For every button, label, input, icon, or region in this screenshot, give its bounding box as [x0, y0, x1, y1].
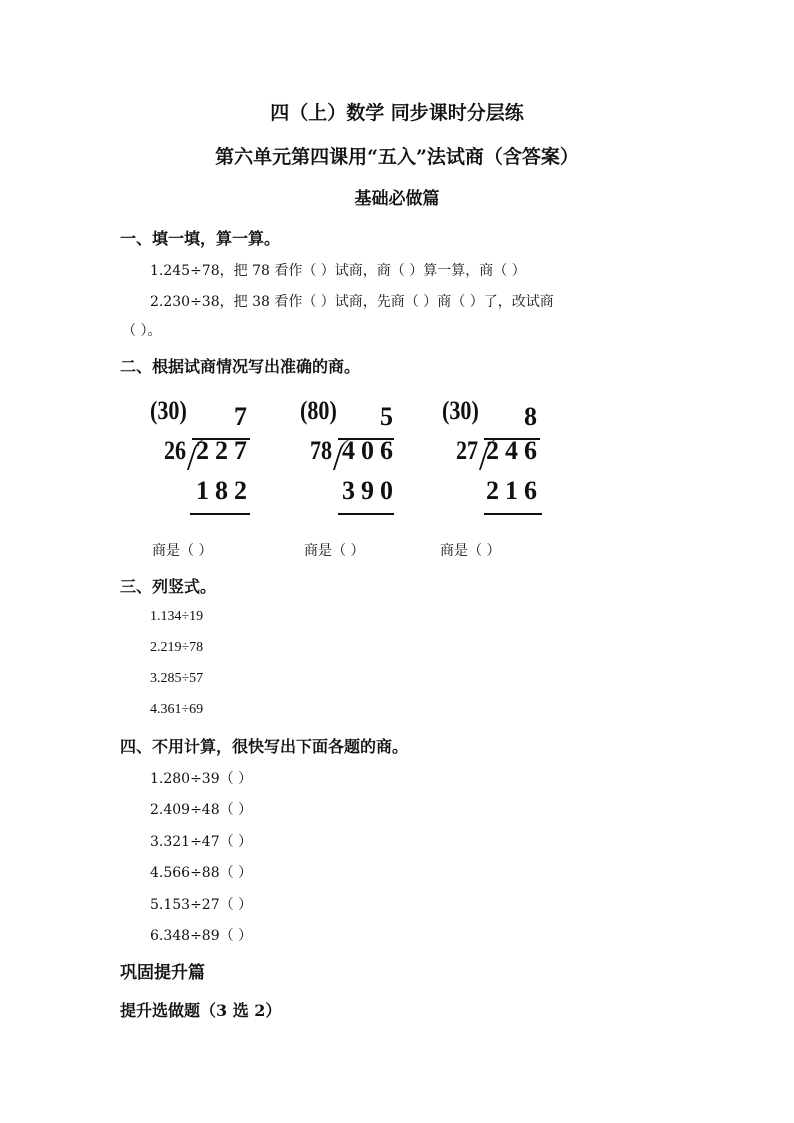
- answer-3: 商是（ ）: [440, 543, 501, 559]
- product: 216: [486, 476, 543, 505]
- section2-heading: 二、根据试商情况写出准确的商。: [120, 357, 361, 376]
- product: 182: [196, 476, 253, 505]
- section3-heading: 三、列竖式。: [120, 577, 217, 596]
- dividend: 246: [486, 436, 543, 465]
- section4-item-6: 6.348÷89（ ）: [150, 928, 253, 944]
- section4-heading: 四、不用计算，很快写出下面各题的商。: [120, 737, 409, 756]
- answer-1: 商是（ ）: [152, 543, 213, 559]
- dividend: 227: [196, 436, 253, 465]
- divisor: 27: [456, 436, 479, 465]
- level-basic: 基础必做篇: [354, 189, 440, 209]
- section3-item-2: 2.219÷78: [150, 640, 204, 655]
- section1-q2: 2.230÷38，把 38 看作（ ）试商，先商（ ）商（ ）了，改试商: [150, 294, 554, 310]
- section4-item-3: 3.321÷47（ ）: [150, 834, 253, 850]
- quotient: 8: [524, 402, 537, 431]
- estimate: (30): [150, 396, 187, 425]
- level-advanced: 巩固提升篇: [120, 963, 205, 983]
- result-line: [484, 513, 542, 515]
- section4-item-5: 5.153÷27（ ）: [150, 897, 253, 913]
- section4-item-2: 2.409÷48（ ）: [150, 802, 253, 818]
- estimate: (30): [442, 396, 479, 425]
- estimate: (80): [300, 396, 337, 425]
- section3-item-1: 1.134÷19: [150, 609, 204, 624]
- quotient: 5: [380, 402, 393, 431]
- result-line: [190, 513, 250, 515]
- section4-item-4: 4.566÷88（ ）: [150, 865, 253, 881]
- division-problem-1: [150, 396, 270, 536]
- section3-item-4: 4.361÷69: [150, 702, 204, 717]
- product: 390: [342, 476, 399, 505]
- dividend: 406: [342, 436, 399, 465]
- section1-heading: 一、填一填，算一算。: [120, 229, 281, 248]
- advanced-subheading: 提升选做题（3 选 2）: [120, 1001, 282, 1020]
- divisor: 78: [310, 436, 333, 465]
- section4-item-1: 1.280÷39（ ）: [150, 771, 253, 787]
- division-problem-2: [300, 396, 420, 536]
- result-line: [338, 513, 394, 515]
- section3-item-3: 3.285÷57: [150, 671, 204, 686]
- section1-q1: 1.245÷78，把 78 看作（ ）试商，商（ ）算一算，商（ ）: [150, 263, 526, 279]
- divisor: 26: [164, 436, 187, 465]
- quotient: 7: [234, 402, 247, 431]
- page-title: 四（上）数学 同步课时分层练: [270, 102, 524, 124]
- section1-q2-cont: （ ）。: [122, 323, 162, 339]
- answer-2: 商是（ ）: [304, 543, 365, 559]
- division-problem-3: [442, 396, 562, 536]
- page-subtitle: 第六单元第四课用“五入”法试商（含答案）: [215, 146, 579, 168]
